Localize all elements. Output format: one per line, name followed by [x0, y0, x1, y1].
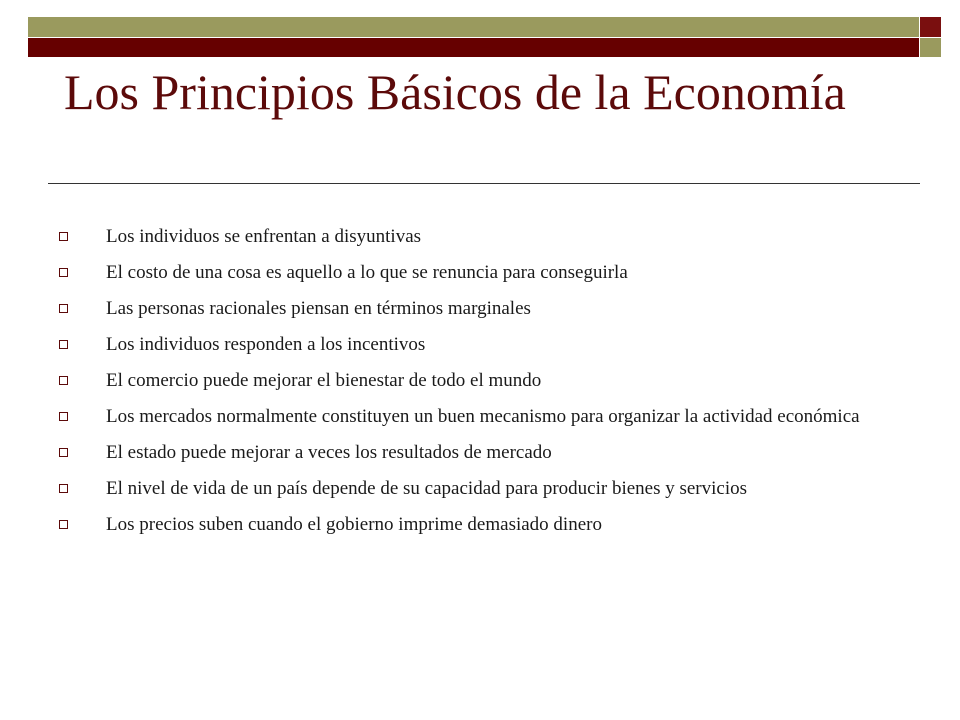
bullet-text: Los mercados normalmente constituyen un buen mecanismo para organizar la actividad económica [106, 406, 860, 427]
hollow-square-bullet-icon [59, 304, 68, 313]
hollow-square-bullet-icon [59, 340, 68, 349]
title-divider [48, 183, 920, 184]
bullet-text: El nivel de vida de un país depende de su capacidad para producir bienes y servicios [106, 478, 748, 499]
bullet-text: Las personas racionales piensan en términos marginales [106, 298, 531, 319]
bullet-item [56, 332, 906, 357]
header-maroon-square [920, 17, 941, 37]
bullet-text: Los individuos se enfrentan a disyuntivas [106, 226, 422, 247]
bullet-item [56, 512, 906, 537]
hollow-square-bullet-icon [59, 268, 68, 277]
hollow-square-bullet-icon [59, 232, 68, 241]
bullet-item [56, 260, 906, 285]
bullet-text: El costo de una cosa es aquello a lo que se renuncia para conseguirla [106, 262, 628, 283]
hollow-square-bullet-icon [59, 520, 68, 529]
bullet-item [56, 440, 906, 465]
header-olive-square [920, 38, 941, 57]
bullet-item [56, 224, 906, 249]
bullet-item [56, 404, 906, 429]
hollow-square-bullet-icon [59, 412, 68, 421]
hollow-square-bullet-icon [59, 376, 68, 385]
hollow-square-bullet-icon [59, 448, 68, 457]
bullet-text: El estado puede mejorar a veces los resultados de mercado [106, 442, 552, 463]
slide-title: Los Principios Básicos de la Economía [64, 64, 846, 120]
hollow-square-bullet-icon [59, 484, 68, 493]
bullet-item [56, 296, 906, 321]
bullet-text: El comercio puede mejorar el bienestar de todo el mundo [106, 370, 542, 391]
header-maroon-bar [28, 38, 919, 57]
bullet-text: Los individuos responden a los incentivos [106, 334, 426, 355]
bullet-item [56, 476, 906, 501]
bullet-text: Los precios suben cuando el gobierno imprime demasiado dinero [106, 514, 602, 535]
bullet-list [56, 224, 906, 548]
bullet-item [56, 368, 906, 393]
header-olive-bar [28, 17, 919, 37]
